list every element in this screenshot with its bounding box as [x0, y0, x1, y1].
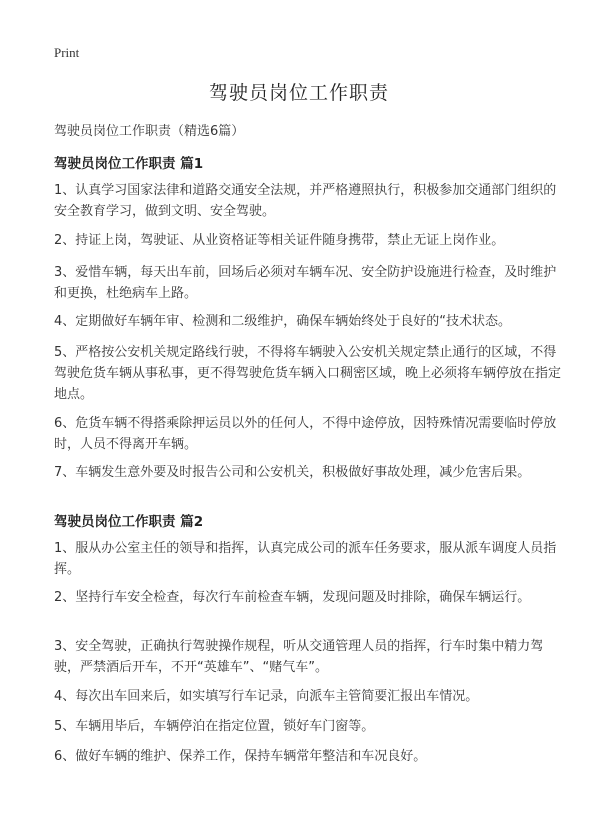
section-2-item-1: 1、服从办公室主任的领导和指挥，认真完成公司的派车任务要求，服从派车调度人员指挥。: [54, 541, 557, 577]
section-1-item-5: 5、严格按公安机关规定路线行驶，不得将车辆驶入公安机关规定禁止通行的区域，不得驾驶危货车辆从事私事，更不得驾驶危货车辆入口稠密区域，晚上必须将车辆停放在指定地点。: [54, 345, 562, 402]
section-2-item-6: 6、做好车辆的维护、保养工作，保持车辆常年整洁和车况良好。: [54, 749, 427, 764]
section-1-item-6: 6、危货车辆不得搭乘除押运员以外的任何人，不得中途停放，因特殊情况需要临时停放时，人员不得离开车辆。: [54, 416, 557, 452]
section-1-item-1: 1、认真学习国家法律和道路交通安全法规，并严格遵照执行，积极参加交通部门组织的安全教育学习，做到文明、安全驾驶。: [54, 183, 557, 219]
section-2-item-4: 4、每次出车回来后，如实填写行车记录，向派车主管简要汇报出车情况。: [54, 689, 479, 704]
section-2-item-3: 3、安全驾驶，正确执行驾驶操作规程，听从交通管理人员的指挥，行车时集中精力驾驶，严禁酒后开车，不开“英雄车”、“赌气车”。: [54, 639, 544, 675]
document-subtitle: 驾驶员岗位工作职责（精选6篇）: [54, 124, 245, 139]
section-2-item-5: 5、车辆用毕后，车辆停泊在指定位置，锁好车门窗等。: [54, 719, 375, 734]
section-heading-2: 驾驶员岗位工作职责 篇2: [54, 514, 204, 530]
section-1-item-7: 7、车辆发生意外要及时报告公司和公安机关，积极做好事故处理，减少危害后果。: [54, 465, 531, 480]
document-title: 驾驶员岗位工作职责: [208, 82, 389, 104]
section-1-item-2: 2、持证上岗，驾驶证、从业资格证等相关证件随身携带，禁止无证上岗作业。: [54, 233, 505, 248]
print-label: Print: [54, 45, 80, 60]
section-1-item-4: 4、定期做好车辆年审、检测和二级维护，确保车辆始终处于良好的“技术状态。: [54, 314, 512, 329]
section-1-item-3: 3、爱惜车辆，每天出车前，回场后必须对车辆车况、安全防护设施进行检查，及时维护和更换，杜绝病车上路。: [54, 265, 557, 301]
section-heading-1: 驾驶员岗位工作职责 篇1: [54, 156, 204, 172]
section-2-item-2: 2、坚持行车安全检查，每次行车前检查车辆，发现问题及时排除，确保车辆运行。: [54, 590, 531, 605]
